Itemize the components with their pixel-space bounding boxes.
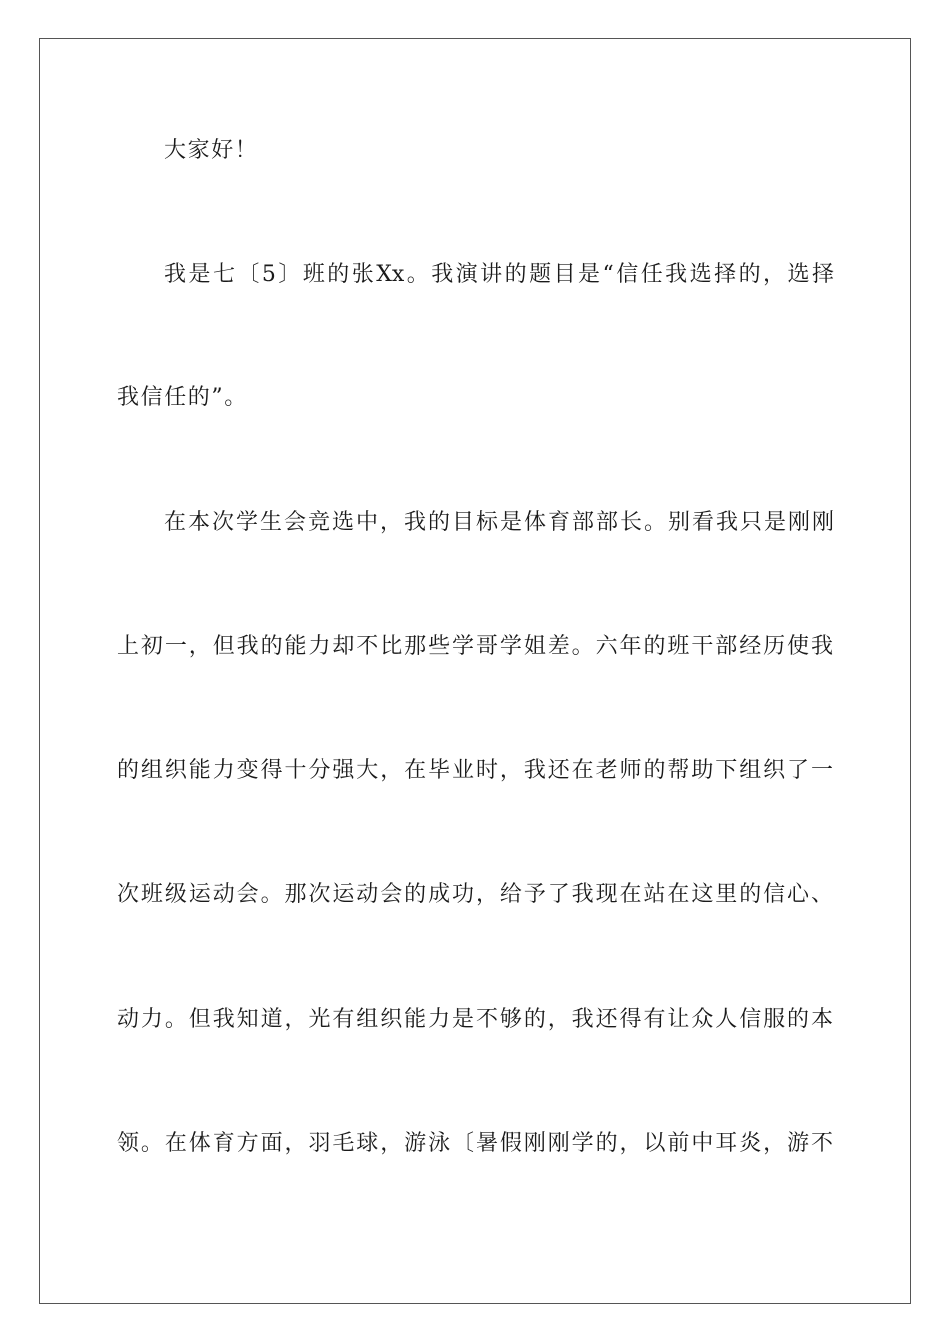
paragraph-line: 领。在体育方面，羽毛球，游泳〔暑假刚刚学的，以前中耳炎，游不 bbox=[117, 1131, 833, 1156]
paragraph-line: 我信任的”。 bbox=[117, 385, 248, 410]
page-border bbox=[39, 38, 911, 1304]
paragraph-line: 在本次学生会竞选中，我的目标是体育部部长。别看我只是刚刚 bbox=[164, 510, 834, 535]
paragraph-line: 我是七〔5〕班的张Xx。我演讲的题目是“信任我选择的，选择 bbox=[164, 262, 834, 287]
greeting-line: 大家好！ bbox=[164, 138, 259, 163]
paragraph-line: 动力。但我知道，光有组织能力是不够的，我还得有让众人信服的本 bbox=[117, 1007, 833, 1032]
paragraph-line: 的组织能力变得十分强大，在毕业时，我还在老师的帮助下组织了一 bbox=[117, 758, 833, 783]
paragraph-line: 上初一，但我的能力却不比那些学哥学姐差。六年的班干部经历使我 bbox=[117, 634, 833, 659]
paragraph-line: 次班级运动会。那次运动会的成功，给予了我现在站在这里的信心、 bbox=[117, 882, 833, 907]
